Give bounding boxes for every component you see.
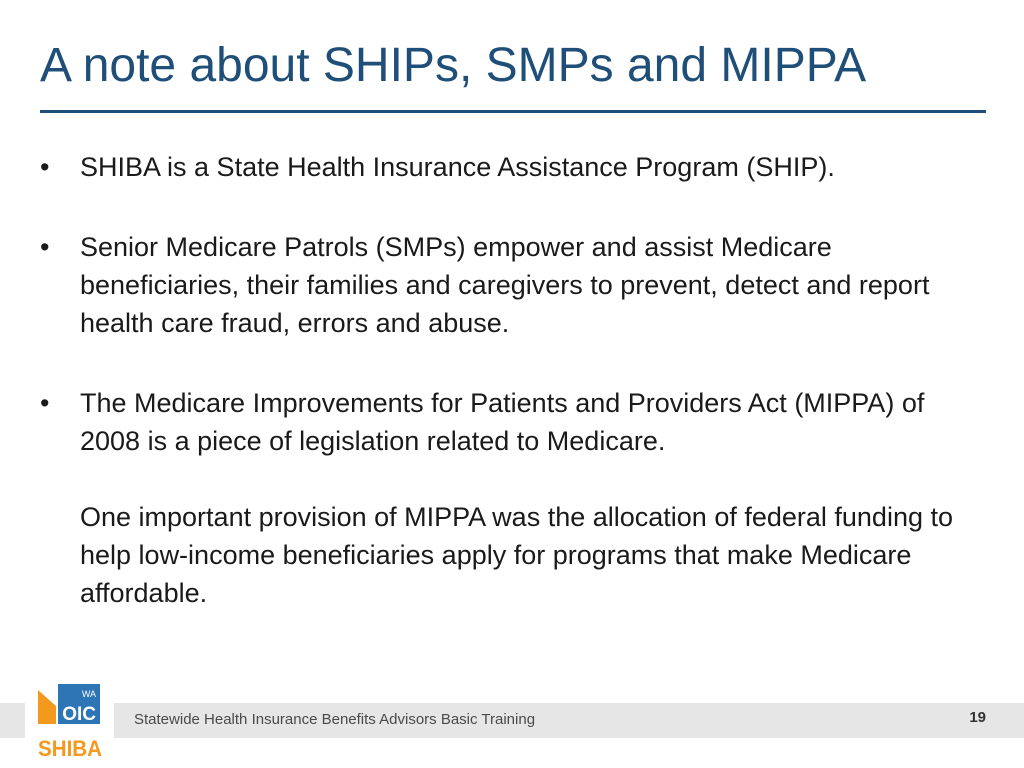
bullet-item — [40, 148, 960, 186]
bullet-text: The Medicare Improvements for Patients and Providers Act (MIPPA) of 2008 is a piece of legislation related to Medicare. — [80, 388, 925, 456]
bullet-text: Senior Medicare Patrols (SMPs) empower and assist Medicare beneficiaries, their families and caregivers to prevent, detect and report health care fraud, errors and abuse. — [80, 232, 930, 338]
page-number: 19 — [969, 709, 986, 726]
bullet-dot: • — [40, 388, 50, 418]
footer-text: Statewide Health Insurance Benefits Advisors Basic Training — [134, 711, 536, 728]
logo-orange-shape — [38, 690, 56, 724]
bullet-continuation-text: One important provision of MIPPA was the allocation of federal funding to help low-income beneficiaries apply for programs that make Medicare affordable. — [80, 502, 953, 608]
footer-left-strip — [0, 703, 25, 738]
bullet-item — [40, 384, 960, 612]
slide-title: A note about SHIPs, SMPs and MIPPA — [40, 39, 867, 92]
bullet-text: SHIBA is a State Health Insurance Assistance Program (SHIP). — [80, 152, 835, 182]
logo-program-text: SHIBA — [38, 736, 103, 760]
bullet-item — [40, 228, 960, 342]
oic-shiba-logo — [36, 684, 104, 760]
bullet-dot: • — [40, 152, 50, 182]
logo-agency-text: OIC — [62, 704, 96, 725]
footer-bar — [114, 703, 1024, 738]
title-divider — [40, 110, 986, 113]
slide-content — [40, 148, 960, 654]
bullet-dot: • — [40, 232, 50, 262]
logo-state-text: WA — [81, 689, 96, 699]
